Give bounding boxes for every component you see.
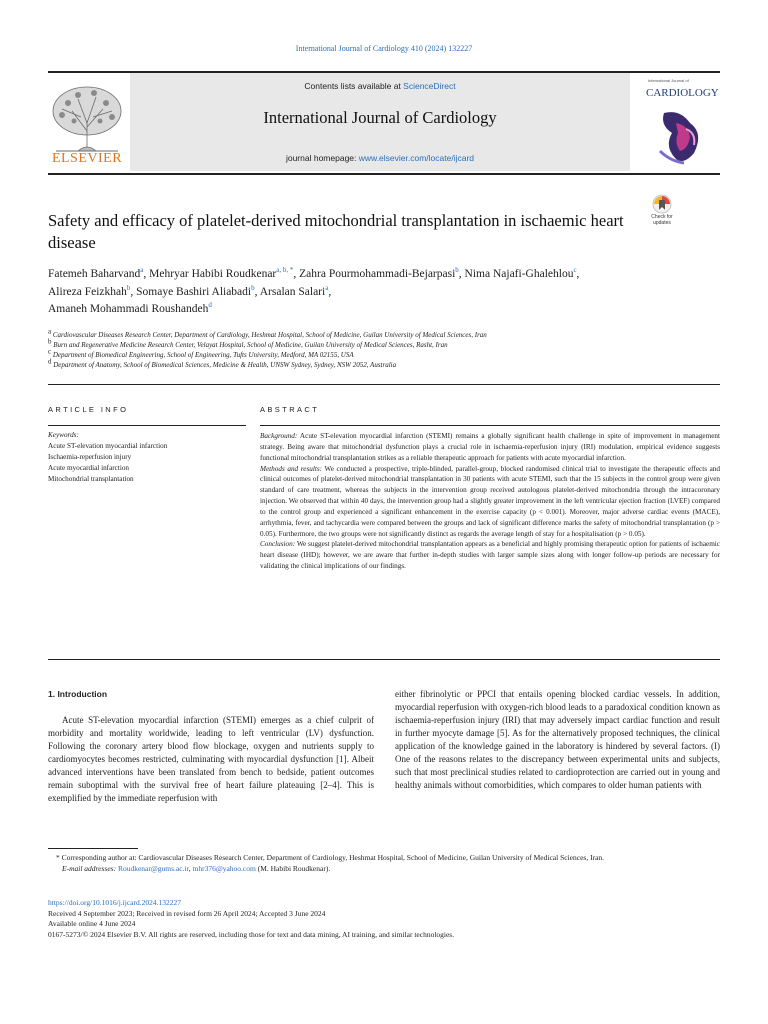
author-affiliation-marker[interactable]: b [455,266,459,275]
footnote-rule [48,848,138,849]
author-name: Alireza Feizkhah [48,285,127,298]
footnotes [48,852,720,874]
methods-text: We conducted a prospective, triple-blinded, parallel-group, blocked randomised clinical trial to investigate the therapeutic effects and clinical outcomes of platelet-derived mitochondrial transplantation in 30 patients with acute STEMI, such that the 15 subjects in the control group were given standard of care treatment, whereas the subjects in the intervention group received autologous platelet-derived mitochondria through the intracoronary injection. We observed that within 40 days, the intervention group had a slightly greater improvement in the left ventricular ejection fraction (LVEF) compared to the control group and experienced a significant enhancement in the exercise capacity (p < 0.001). Moreover, major adverse cardiac events (MACE), arrhythmia, fever, and tachycardia were compared between the groups and lack of significant difference marks the safety of mitochondrial transplantation (p > 0.05). Furthermore, the two groups were not significantly distinct as regards the average length of stay for a hospitalisation (p > 0.05). [260,464,720,538]
author[interactable] [48,268,149,280]
affiliation-marker: b [48,337,52,346]
author-name: Somaye Bashiri Aliabadi [136,285,252,298]
email-separator: , [188,864,193,873]
methods-label: Methods and results: [260,464,323,473]
abstract-methods [260,464,720,540]
abstract-background [260,431,720,464]
copyright-line: 0167-5273/© 2024 Elsevier B.V. All rights are reserved, including those for text and data mining, AI training, and similar technologies. [48,929,455,939]
cover-title: CARDIOLOGY [646,87,719,99]
abstract-bottom-divider [48,659,720,660]
body-right-column [395,688,720,792]
sciencedirect-link[interactable]: ScienceDirect [403,81,456,91]
abstract-rule [260,425,720,426]
contents-available-line [130,81,630,91]
running-head[interactable]: International Journal of Cardiology 410 (2024) 132227 [295,44,473,53]
author-affiliation-marker[interactable]: b [251,283,255,292]
author-separator: , [254,285,260,298]
article-title: Safety and efficacy of platelet-derived mitochondrial transplantation in ischaemic heart disease [48,211,624,252]
email-line [48,863,720,874]
author-name: Nima Najafi-Ghalehlou [464,268,574,280]
cover-heart-image [650,103,716,169]
affiliation-marker: c [48,347,52,356]
author-name: Amaneh Mohammadi Roushandeh [48,303,209,315]
masthead-bottom-rule [48,173,720,175]
crossmark-line2: updates [653,219,671,226]
keywords-block [48,430,248,485]
author[interactable] [259,283,332,298]
affiliation-text: Department of Biomedical Engineering, School of Engineering, Tufts University, Medford, MA 02155, USA [52,351,354,359]
author-affiliation-marker[interactable]: a, b, * [276,266,294,275]
conclusion-text: We suggest platelet-derived mitochondrial transplantation appears as a beneficial and highly promising therapeutic option for patients of ischaemic heart disease (IHD); however, we are aware that further in-depth studies with larger sample sizes along with longer follow-up periods are necessary for validating the clinical implications of our findings. [260,540,720,571]
author-separator: , [143,268,150,280]
journal-homepage-line [130,153,630,163]
keyword-item: Ischaemia-reperfusion injury [48,453,132,461]
affiliation [48,347,728,360]
affiliation-marker: a [48,327,52,336]
publisher-name: ELSEVIER [51,151,123,166]
article-info-rule [48,425,246,426]
affiliation-text: Burn and Regenerative Medicine Research Center, Velayat Hospital, School of Medicine, Guilan University of Medical Sciences, Rasht, Iran [53,341,448,349]
author-affiliation-marker[interactable]: b [126,283,131,292]
journal-name: International Journal of Cardiology [263,108,497,127]
publication-info [48,898,720,940]
article-info-heading: ARTICLE INFO [48,405,129,414]
affiliation-text: Department of Anatomy, School of Biomedical Sciences, Medicine & Health, UNSW Sydney, Sydney, NSW 2052, Australia [53,361,397,369]
author-name: Fatemeh Baharvand [48,268,141,280]
author-separator: , [293,268,300,280]
homepage-prefix: journal homepage: [285,153,359,163]
author-affiliation-marker[interactable]: d [208,301,212,310]
body-left-column [48,688,374,805]
affiliation [48,327,728,340]
author-name: Arsalan Salari [259,285,326,298]
contents-prefix: Contents lists available at [304,81,404,91]
author[interactable] [465,268,580,280]
journal-cover-thumbnail[interactable] [646,73,720,171]
crossmark-label [647,215,677,226]
email-suffix: (M. Habibi Roudkenar). [255,864,331,873]
section-heading-introduction: 1. Introduction [48,689,108,699]
email-label: E-mail addresses: [62,864,117,873]
keyword-item: Acute myocardial infarction [48,464,130,472]
author-affiliation-marker[interactable]: a [140,266,144,275]
affiliation-list [48,327,728,370]
author-affiliation-marker[interactable]: c [573,266,577,275]
author[interactable] [149,268,299,280]
cover-subtitle: International Journal of [648,78,689,83]
crossmark-line1: Check for [651,214,673,220]
author-affiliation-marker[interactable]: a [325,283,329,292]
author-separator: , [328,285,332,298]
author-separator: , [458,268,465,280]
affiliation-marker: d [48,357,52,366]
author-separator: , [576,268,580,280]
author[interactable] [48,283,137,298]
journal-masthead [48,71,720,175]
received-dates: Received 4 September 2023; Received in revised form 26 April 2024; Accepted 3 June 2024 [48,908,326,918]
author[interactable] [48,303,212,315]
crossmark-badge[interactable] [647,194,677,230]
conclusion-label: Conclusion: [260,540,296,549]
background-text: Acute ST-elevation myocardial infarction (STEMI) remains a globally significant health challenge in spite of improvement in management strategy. Being aware that mitochondrial dysfunction plays a crucial role in ischaemia-reperfusion injury (IRI) modulation, empirical evidence suggests functional mitochondrial transplantation strikes as a reliable therapeutic approach for patients with acute myocardial infarction. [260,432,720,462]
journal-homepage-link[interactable]: www.elsevier.com/locate/ijcard [358,153,475,163]
affiliation [48,337,728,350]
keywords-label: Keywords: [48,431,79,439]
header-divider [48,384,720,385]
abstract-conclusion [260,539,720,572]
email-link-1[interactable]: Roudkenar@gums.ac.ir [117,864,189,873]
corresponding-author-note: * Corresponding author at: Cardiovascular Diseases Research Center, Department of Cardiology, Heshmat Hospital, School of Medicine, Guilan University of Medical Sciences, Iran. [56,853,605,862]
background-label: Background: [260,432,298,440]
author[interactable] [136,283,260,298]
author-name: Zahra Pourmohammadi-Bejarpasi [299,268,456,280]
doi-link[interactable]: https://doi.org/10.1016/j.ijcard.2024.132227 [48,898,181,907]
intro-paragraph-1: Acute ST-elevation myocardial infarction (STEMI) emerges as a chief culprit of morbidity and mortality worldwide, leading to left ventricular (LV) dysfunction. Following the coronary artery blood flow blockage, oxygen and nutrients supply to cardiomyocytes becomes restricted, culminating with myocardial dysfunction [1]. Albeit advanced interventions have been translated from bench to bedside, patient outcomes remain suboptimal with the survival free of heart failure plateauing [2–4]. This is exemplified by the immediate reperfusion with [48,715,374,803]
email-link-2[interactable]: mhr376@yahoo.com [192,864,256,873]
affiliation-text: Cardiovascular Diseases Research Center, Department of Cardiology, Heshmat Hospital, School of Medicine, Guilan University of Medical Sciences, Iran [52,331,487,339]
author-list [48,266,648,319]
abstract-body [260,431,720,572]
keyword-item: Acute ST-elevation myocardial infarction [48,442,168,450]
keyword-item: Mitochondrial transplantation [48,475,134,483]
abstract-heading: ABSTRACT [260,405,320,414]
affiliation [48,357,728,370]
masthead-center-panel [130,73,630,171]
author-separator: , [130,285,137,298]
intro-paragraph-continued: either fibrinolytic or PPCI that entails opening blocked cardiac vessels. In addition, myocardial reperfusion with oxygen-rich blood leads to a paradoxical condition known as ischaemia-reperfusion injury (IRI) that may adversely impact cardiac function and result in further myocyte damage [5]. As for the alternatively proposed techniques, the clinical application of the knowledge gained in the laboratory is hindered by several factors. (I) One of the reasons relates to the discrepancy between experimental units and subjects, such that most preclinical studies related to cardioprotection are carried out in young and healthy animals without comorbidities, which compares to older human patients with [395,689,720,790]
author[interactable] [299,268,464,280]
available-online: Available online 4 June 2024 [48,919,136,928]
author-name: Mehryar Habibi Roudkenar [149,268,277,280]
crossmark-icon [647,194,677,216]
